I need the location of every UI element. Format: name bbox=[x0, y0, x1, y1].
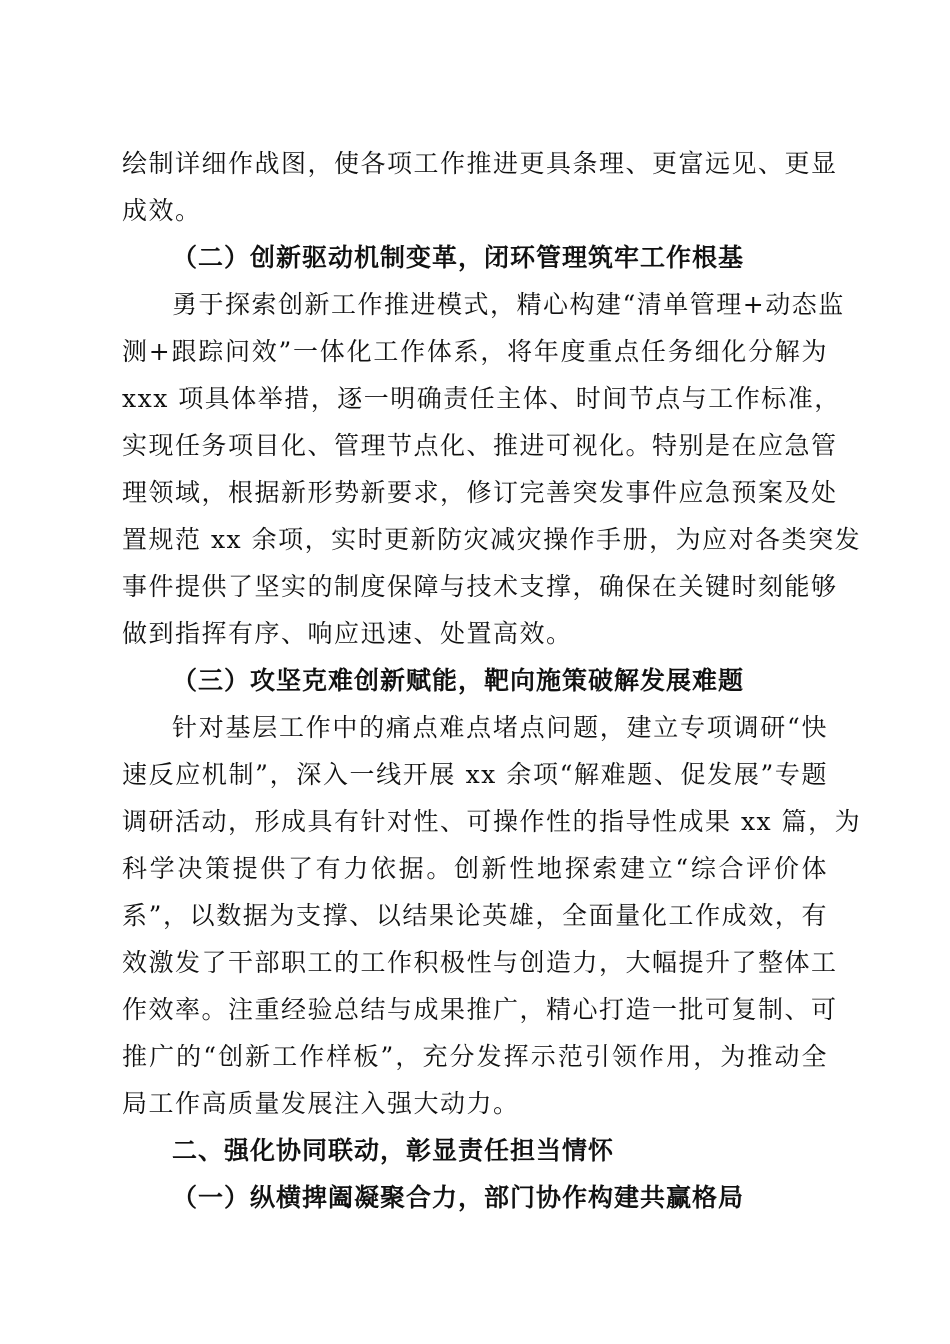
section-heading-1-3: （三）攻坚克难创新赋能，靶向施策破解发展难题 bbox=[172, 666, 745, 695]
paragraph-line: 针对基层工作中的痛点难点堵点问题，建立专项调研“快 bbox=[172, 713, 828, 742]
section-1-3-paragraph bbox=[122, 704, 862, 1127]
section-1-2-paragraph bbox=[122, 281, 862, 657]
section-heading-1-2: （二）创新驱动机制变革，闭环管理筑牢工作根基 bbox=[172, 243, 745, 272]
paragraph-line: 绘制详细作战图，使各项工作推进更具条理、更富远见、更显 bbox=[122, 149, 838, 178]
paragraph-line: 调研活动，形成具有针对性、可操作性的指导性成果 xx 篇，为 bbox=[122, 807, 862, 836]
paragraph-line: 理领域，根据新形势新要求，修订完善突发事件应急预案及处 bbox=[122, 478, 838, 507]
document-page bbox=[122, 140, 862, 1221]
paragraph-line: 事件提供了坚实的制度保障与技术支撑，确保在关键时刻能够 bbox=[122, 572, 838, 601]
paragraph-line: 推广的“创新工作样板”，充分发挥示范引领作用，为推动全 bbox=[122, 1042, 828, 1071]
paragraph-line: 实现任务项目化、管理节点化、推进可视化。特别是在应急管 bbox=[122, 431, 838, 460]
section-heading-2: 二、强化协同联动，彰显责任担当情怀 bbox=[172, 1136, 615, 1165]
paragraph-line: 作效率。注重经验总结与成果推广，精心打造一批可复制、可 bbox=[122, 995, 838, 1024]
section-heading-2-1: （一）纵横捭阖凝聚合力，部门协作构建共赢格局 bbox=[172, 1183, 745, 1212]
paragraph-line: 做到指挥有序、响应迅速、处置高效。 bbox=[122, 619, 573, 648]
paragraph-line: 系”，以数据为支撑、以结果论英雄，全面量化工作成效，有 bbox=[122, 901, 828, 930]
intro-paragraph bbox=[122, 140, 838, 234]
paragraph-line: 勇于探索创新工作推进模式，精心构建“清单管理+动态监 bbox=[172, 290, 845, 319]
paragraph-line: 成效。 bbox=[122, 196, 202, 225]
paragraph-line: 局工作高质量发展注入强大动力。 bbox=[122, 1089, 520, 1118]
paragraph-line: 置规范 xx 余项，实时更新防灾减灾操作手册，为应对各类突发 bbox=[122, 525, 862, 554]
paragraph-line: 速反应机制”，深入一线开展 xx 余项“解难题、促发展”专题 bbox=[122, 760, 828, 789]
paragraph-line: 科学决策提供了有力依据。创新性地探索建立“综合评价体 bbox=[122, 854, 828, 883]
paragraph-line: xxx 项具体举措，逐一明确责任主体、时间节点与工作标准， bbox=[122, 384, 841, 413]
paragraph-line: 效激发了干部职工的工作积极性与创造力，大幅提升了整体工 bbox=[122, 948, 838, 977]
paragraph-line: 测+跟踪问效”一体化工作体系，将年度重点任务细化分解为 bbox=[122, 337, 828, 366]
